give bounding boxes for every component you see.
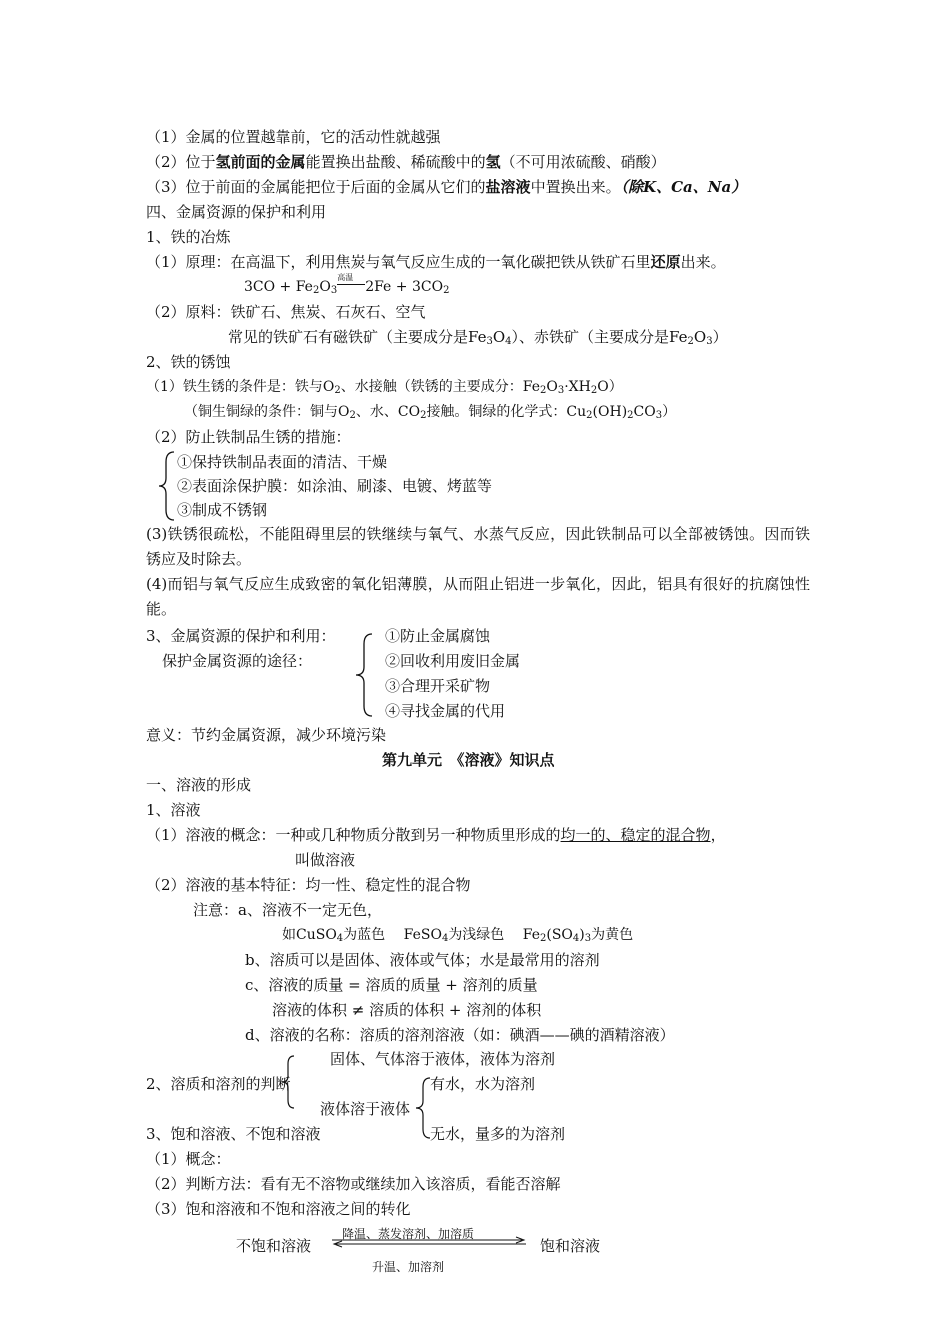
judge-heading: 2、溶质和溶剂的判断	[146, 1075, 291, 1093]
significance: 意义：节约金属资源，减少环境污染	[146, 726, 387, 744]
protection-ways-label: 保护金属资源的途径：	[162, 652, 313, 670]
ex-text: (SO	[546, 927, 573, 943]
cu-sub: 2	[627, 410, 634, 421]
cu-text: 、水、CO	[355, 404, 421, 420]
note-b: b、溶质可以是固体、液体或气体；水是最常用的溶剂	[245, 951, 600, 969]
iron-ores	[228, 327, 728, 347]
ore-sub: 2	[687, 336, 694, 347]
note-a: 注意：a、溶液不一定无色，	[193, 901, 382, 919]
eq-part: 3CO + Fe	[244, 279, 313, 295]
rust-sub: 3	[557, 385, 565, 396]
rust-text: ·XH	[564, 379, 591, 395]
protection-heading: 3、金属资源的保护和利用：	[146, 627, 336, 645]
protection-item-3: ③合理开采矿物	[385, 677, 491, 695]
cu-sub: 2	[349, 410, 356, 421]
solution-features: （2）溶液的基本特征：均一性、稳定性的混合物	[146, 876, 471, 894]
rust-conditions	[146, 377, 623, 397]
cu-text: CO	[633, 404, 656, 420]
ore-sub: 3	[706, 336, 713, 347]
brace-prevention	[156, 450, 178, 522]
ex-text: 为浅绿色 Fe	[448, 927, 540, 943]
ex-text: 为蓝色 FeSO	[343, 927, 442, 943]
ore-text: ）、赤铁矿（主要成分是Fe	[511, 328, 688, 346]
cu-sub: 2	[586, 410, 593, 421]
ex-sub: 4	[441, 933, 449, 944]
unsaturated-label: 不饱和溶液	[236, 1237, 312, 1255]
prevention-heading: （2）防止铁制品生锈的措施：	[146, 428, 351, 446]
rule-2-bold-metal: 氢前面的金属	[215, 153, 306, 171]
ex-sub: 4	[572, 933, 580, 944]
protection-item-4: ④寻找金属的代用	[385, 702, 506, 720]
principle-text: （1）原理：在高温下，利用焦炭与氧气反应生成的一氧化碳把铁从铁矿石里	[146, 253, 651, 271]
prevention-item-2: ②表面涂保护膜：如涂油、刷漆、电镀、烤蓝等	[177, 477, 493, 495]
solution-formation-heading: 一、溶液的形成	[146, 776, 252, 794]
saturated-heading: 3、饱和溶液、不饱和溶液	[146, 1125, 321, 1143]
protection-item-2: ②回收利用废旧金属	[385, 652, 521, 670]
saturated-concept: （1）概念：	[146, 1150, 231, 1168]
eq-part: O	[319, 279, 331, 295]
copper-verdigris	[184, 402, 676, 422]
note-a-examples	[282, 925, 633, 945]
prevention-item-1: ①保持铁制品表面的清洁、干燥	[177, 453, 388, 471]
rule-2-note: （不可用浓硫酸、硝酸）	[500, 153, 666, 171]
rule-3-bold: 盐溶液	[485, 178, 531, 196]
ex-text: 如CuSO	[282, 927, 337, 943]
paragraph-rust-loose: (3)铁锈很疏松，不能阻碍里层的铁继续与氧气、水蒸气反应，因此铁制品可以全部被锈蚀。因而铁锈应及时除去。	[146, 525, 810, 568]
rust-text: O	[546, 379, 558, 395]
rust-text: （1）铁生锈的条件是：铁与O	[146, 379, 335, 395]
judge-no-water: 无水，量多的为溶剂	[430, 1125, 566, 1143]
rust-sub: 2	[540, 385, 547, 396]
rule-3-text2: 中置换出来。	[530, 178, 621, 196]
conversion-top-label: 降温、蒸发溶剂、加溶质	[342, 1227, 475, 1241]
note-c: c、溶液的质量 = 溶质的质量 + 溶剂的质量	[245, 976, 538, 994]
cu-text: （铜生铜绿的条件：铜与O	[184, 404, 350, 420]
rule-2	[146, 152, 666, 172]
solution-concept	[146, 825, 726, 845]
judge-with-water: 有水，水为溶剂	[430, 1075, 536, 1093]
solution-concept-cont: 叫做溶液	[295, 851, 356, 869]
ore-text: ）	[712, 328, 728, 346]
judge-liquid-liquid: 液体溶于液体	[320, 1100, 411, 1118]
cu-text: ）	[662, 404, 677, 420]
cu-sub: 3	[655, 410, 663, 421]
rule-2-text2: 能置换出盐酸、稀硫酸中的	[305, 153, 486, 171]
eq-part: 2Fe + 3CO	[365, 279, 444, 295]
rust-text: O）	[597, 379, 623, 395]
eq-condition	[337, 273, 365, 294]
concept-comma: ，	[710, 826, 726, 844]
note-d: d、溶液的名称：溶质的溶剂溶液（如：碘酒——碘的酒精溶液）	[245, 1026, 675, 1044]
equation	[244, 273, 450, 297]
eq-condition-line	[337, 284, 365, 285]
rule-2-text: （2）位于	[146, 153, 216, 171]
ore-text: 常见的铁矿石有磁铁矿（主要成分是Fe	[228, 328, 487, 346]
rule-3-exception: （除K、Ca、Na）	[620, 178, 747, 196]
judge-solid-gas: 固体、气体溶于液体，液体为溶剂	[330, 1050, 556, 1068]
ore-sub: 3	[486, 336, 493, 347]
ore-text: O	[492, 328, 506, 346]
raw-materials: （2）原料：铁矿石、焦炭、石灰石、空气	[146, 303, 426, 321]
solution-heading: 1、溶液	[146, 801, 201, 819]
rule-2-bold-h: 氢	[485, 153, 501, 171]
ex-text: 为黄色	[591, 927, 634, 943]
principle-line	[146, 252, 726, 272]
ex-text: )	[579, 927, 585, 943]
brace-protection	[352, 632, 376, 718]
concept-underlined: 均一的、稳定的混合物	[560, 826, 711, 844]
conversion-bottom-label: 升温、加溶剂	[372, 1260, 445, 1274]
cu-sub: 2	[420, 410, 427, 421]
rust-sub: 2	[334, 385, 341, 396]
rust-text: 、水接触（铁锈的主要成分：Fe	[340, 379, 540, 395]
ex-sub: 3	[584, 933, 592, 944]
section-4-heading: 四、金属资源的保护和利用	[146, 203, 327, 221]
rule-3-text: （3）位于前面的金属能把位于后面的金属从它们的	[146, 178, 486, 196]
eq-sub: 3	[330, 285, 338, 296]
ex-sub: 2	[540, 933, 547, 944]
cu-text: 接触。铜绿的化学式：Cu	[426, 404, 587, 420]
prevention-item-3: ③制成不锈钢	[177, 501, 268, 519]
eq-sub: 2	[312, 285, 320, 296]
unit-title: 第九单元 《溶液》知识点	[382, 751, 555, 769]
concept-text: （1）溶液的概念：一种或几种物质分散到另一种物质里形成的	[146, 826, 561, 844]
rust-sub: 2	[590, 385, 598, 396]
rule-1: （1）金属的位置越靠前，它的活动性就越强	[146, 128, 441, 146]
saturated-method: （2）判断方法：看有无不溶物或继续加入该溶质，看能否溶解	[146, 1175, 561, 1193]
saturated-label: 饱和溶液	[540, 1237, 601, 1255]
brace-judge	[280, 1054, 298, 1110]
eq-sub: 2	[443, 285, 450, 296]
protection-item-1: ①防止金属腐蚀	[385, 627, 491, 645]
iron-smelting-heading: 1、铁的冶炼	[146, 228, 231, 246]
cu-text: (OH)	[592, 404, 628, 420]
rusting-heading: 2、铁的锈蚀	[146, 353, 231, 371]
eq-condition-text: 高温	[337, 273, 354, 282]
note-c-volume: 溶液的体积 ≠ 溶质的体积 + 溶剂的体积	[272, 1001, 542, 1019]
principle-end: 出来。	[680, 253, 726, 271]
rule-3	[146, 177, 746, 197]
ore-sub: 4	[505, 336, 512, 347]
saturated-conversion: （3）饱和溶液和不饱和溶液之间的转化	[146, 1200, 411, 1218]
principle-bold: 还原	[650, 253, 681, 271]
ex-sub: 4	[336, 933, 344, 944]
paragraph-aluminum: (4)而铝与氧气反应生成致密的氧化铝薄膜，从而阻止铝进一步氧化，因此，铝具有很好的抗腐蚀性能。	[146, 575, 810, 618]
ore-text: O	[693, 328, 707, 346]
conversion-arrows	[330, 1237, 530, 1247]
